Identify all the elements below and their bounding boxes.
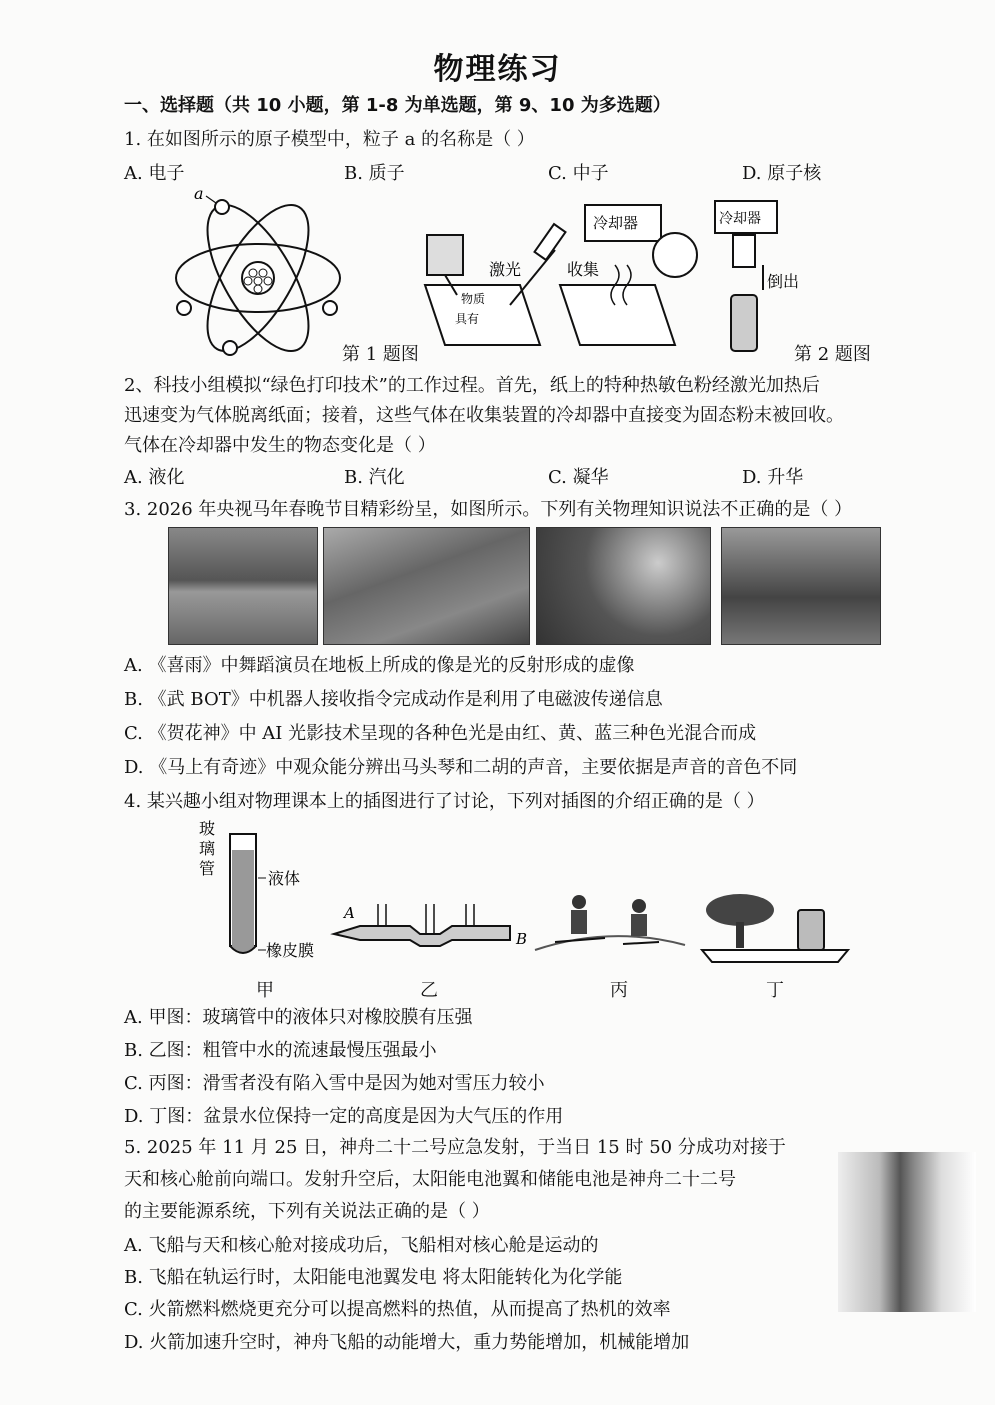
q1-option-c: C. 中子 (548, 163, 609, 184)
q2-stem-line2: 迅速变为气体脱离纸面；接着，这些气体在收集装置的冷却器中直接变为固态粉末被回收。 (124, 405, 844, 426)
svg-text:B: B (516, 930, 528, 948)
svg-text:倒出: 倒出 (767, 272, 800, 291)
q3-option-a: A. 《喜雨》中舞蹈演员在地板上所成的像是光的反射形成的虚像 (124, 655, 635, 676)
svg-text:管: 管 (199, 859, 216, 878)
q3-option-c: C. 《贺花神》中 AI 光影技术呈现的各种色光是由红、黄、蓝三种色光混合而成 (124, 723, 757, 744)
q2-option-b: B. 汽化 (344, 467, 405, 488)
q2-stem-line3: 气体在冷却器中发生的物态变化是（ ） (124, 435, 436, 456)
venturi-tube-figure (330, 900, 530, 970)
svg-text:液体: 液体 (268, 869, 301, 888)
photo-wubot (323, 527, 530, 645)
fig-yi-caption: 乙 (420, 980, 438, 1001)
q3-option-b: B. 《武 BOT》中机器人接收指令完成动作是利用了电磁波传递信息 (124, 689, 663, 710)
q5-option-c: C. 火箭燃料燃烧更充分可以提高燃料的热值，从而提高了热机的效率 (124, 1299, 671, 1320)
q5-stem-line3: 的主要能源系统，下列有关说法正确的是（ ） (124, 1201, 490, 1222)
glass-tube-figure (196, 818, 326, 968)
green-printing-figure (415, 195, 825, 355)
svg-text:物质: 物质 (461, 292, 486, 306)
section-heading: 一、选择题（共 10 小题，第 1-8 为单选题，第 9、10 为多选题） (124, 95, 671, 116)
q1-option-d: D. 原子核 (742, 163, 822, 184)
q5-option-d: D. 火箭加速升空时，神舟飞船的动能增大，重力势能增加，机械能增加 (124, 1332, 690, 1353)
atom-model-figure (170, 184, 350, 360)
bonsai-figure (700, 888, 850, 968)
q1-option-a: A. 电子 (124, 163, 185, 184)
q3-option-d: D. 《马上有奇迹》中观众能分辨出马头琴和二胡的声音，主要依据是声音的音色不同 (124, 757, 798, 778)
q4-stem: 4. 某兴趣小组对物理课本上的插图进行了讨论，下列对插图的介绍正确的是（ ） (124, 791, 765, 812)
q2-option-c: C. 凝华 (548, 467, 609, 488)
svg-text:璃: 璃 (199, 839, 216, 858)
page-title: 物理练习 (433, 52, 562, 87)
q5-stem-line2: 天和核心舱前向端口。发射升空后，太阳能电池翼和储能电池是神舟二十二号 (124, 1169, 736, 1190)
q2-option-d: D. 升华 (742, 467, 804, 488)
q5-stem-line1: 5. 2025 年 11 月 25 日，神舟二十二号应急发射，于当日 15 时 50 分成功对接于 (124, 1137, 786, 1158)
q4-option-b: B. 乙图：粗管中水的流速最慢压强最小 (124, 1040, 437, 1061)
q1-stem: 1. 在如图所示的原子模型中，粒子 a 的名称是（ ） (124, 129, 535, 150)
q5-option-b: B. 飞船在轨运行时，太阳能电池翼发电 将太阳能转化为化学能 (124, 1267, 623, 1288)
svg-text:冷却器: 冷却器 (593, 214, 639, 232)
svg-text:激光: 激光 (489, 260, 522, 279)
q2-stem-line1: 2、科技小组模拟“绿色打印技术”的工作过程。首先，纸上的特种热敏色粉经激光加热后 (124, 375, 820, 396)
q4-option-a: A. 甲图：玻璃管中的液体只对橡胶膜有压强 (124, 1007, 473, 1028)
q1-option-b: B. 质子 (344, 163, 405, 184)
fig-jia-caption: 甲 (256, 980, 274, 1001)
rocket-launch-photo (838, 1152, 976, 1312)
photo-mashangyouqiji (721, 527, 881, 645)
svg-text:玻: 玻 (199, 819, 216, 838)
fig-bing-caption: 丙 (610, 980, 628, 1001)
svg-text:冷却器: 冷却器 (719, 211, 761, 227)
svg-text:橡皮膜: 橡皮膜 (266, 941, 315, 960)
photo-hehuashen (536, 527, 711, 645)
svg-text:A: A (344, 904, 355, 922)
q3-stem: 3. 2026 年央视马年春晚节目精彩纷呈，如图所示。下列有关物理知识说法不正确的是（ ） (124, 499, 853, 520)
q5-option-a: A. 飞船与天和核心舱对接成功后，飞船相对核心舱是运动的 (124, 1235, 599, 1256)
svg-text:具有: 具有 (455, 312, 480, 326)
svg-text:收集: 收集 (567, 260, 600, 279)
q4-option-c: C. 丙图：滑雪者没有陷入雪中是因为她对雪压力较小 (124, 1073, 545, 1094)
fig2-caption: 第 2 题图 (794, 344, 871, 365)
q4-option-d: D. 丁图：盆景水位保持一定的高度是因为大气压的作用 (124, 1106, 564, 1127)
photo-xiyu (168, 527, 318, 645)
fig1-caption: 第 1 题图 (342, 344, 419, 365)
q2-option-a: A. 液化 (124, 467, 185, 488)
skier-figure (535, 890, 685, 960)
fig-ding-caption: 丁 (766, 980, 784, 1001)
particle-a-label: a (194, 184, 204, 203)
